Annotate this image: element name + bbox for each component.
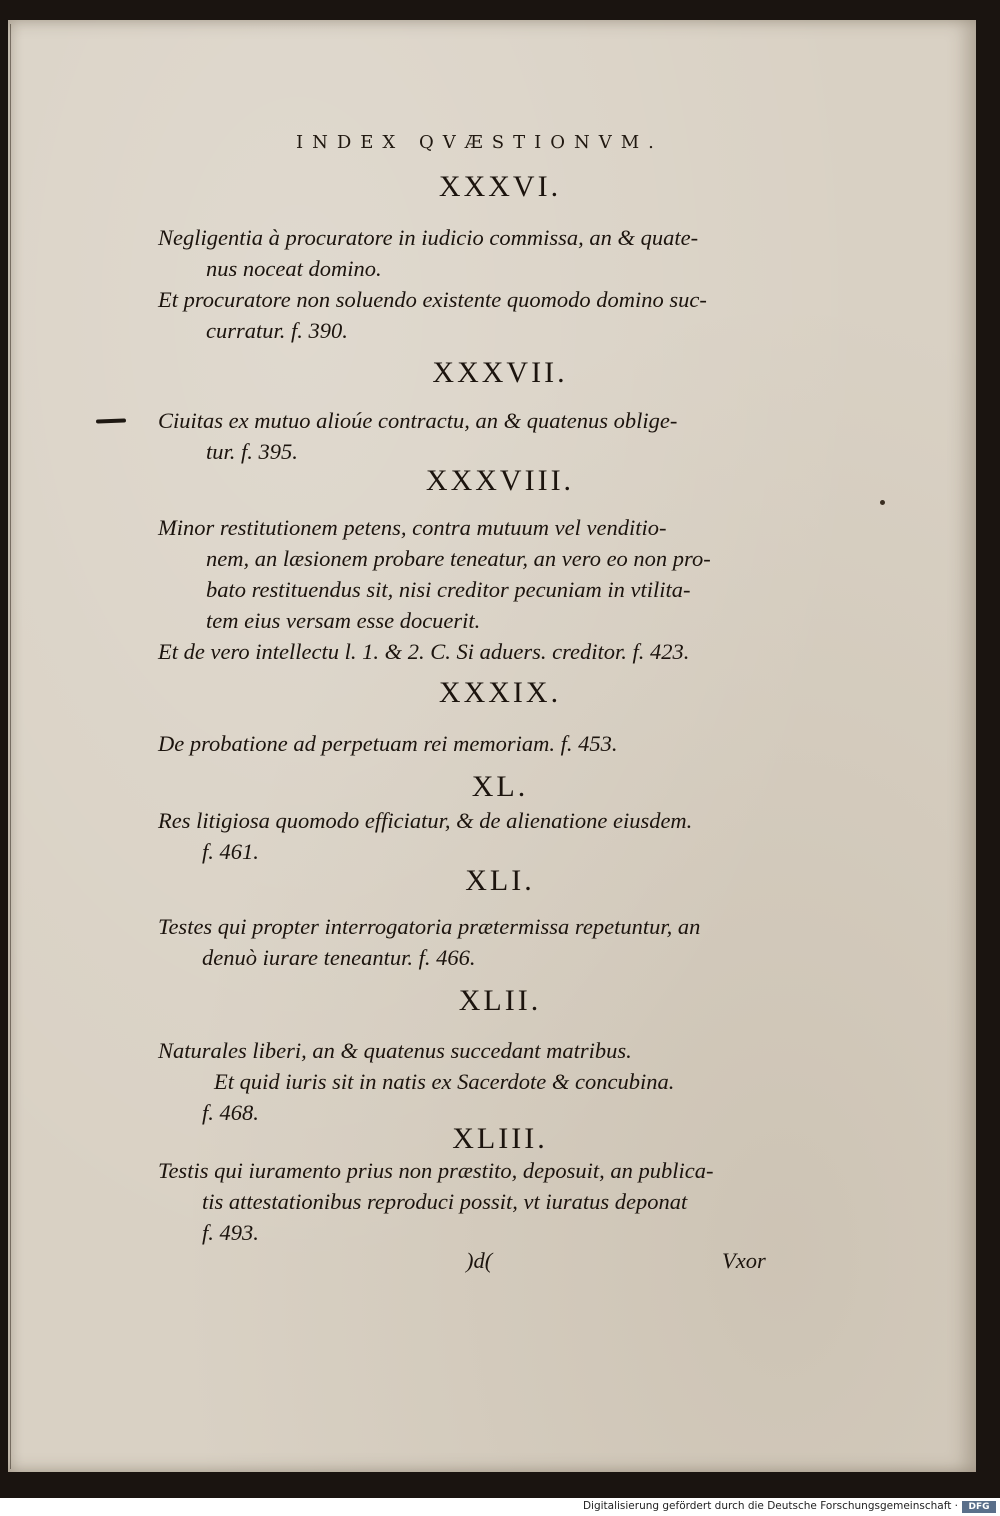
signature-mark: )d(	[466, 1248, 493, 1273]
dfg-logo: DFG	[962, 1501, 996, 1513]
entry-line: nem, an læsionem probare teneatur, an vero eo non pro-	[206, 546, 711, 571]
index-entry	[158, 222, 778, 346]
entry-line: denuò iurare teneantur. f. 466.	[202, 945, 476, 970]
entry-line: f. 461.	[202, 839, 259, 864]
entry-line: De probatione ad perpetuam rei memoriam. f. 453.	[158, 731, 618, 756]
section-numeral: XLI.	[465, 864, 535, 897]
section-numeral: XXXIX.	[438, 676, 562, 709]
entry-line: Et quid iuris sit in natis ex Sacerdote & concubina.	[214, 1069, 675, 1094]
entry-line: Testis qui iuramento prius non præstito, deposuit, an publica-	[158, 1158, 714, 1183]
index-entry	[158, 405, 778, 467]
entry-line: Minor restitutionem petens, contra mutuum vel venditio-	[158, 515, 667, 540]
entry-line: Ciuitas ex mutuo alioúe contractu, an & quatenus oblige-	[158, 408, 678, 433]
index-entry	[158, 1155, 778, 1248]
entry-line: Naturales liberi, an & quatenus succedant matribus.	[158, 1038, 632, 1063]
section-numeral: XXXVI.	[438, 170, 562, 203]
entry-line: tis attestationibus reproduci possit, vt iuratus deponat	[202, 1189, 688, 1214]
entry-line: tem eius versam esse docuerit.	[206, 608, 481, 633]
entry-line: tur. f. 395.	[206, 439, 298, 464]
catchword: Vxor	[722, 1248, 766, 1273]
section-numeral: XLII.	[458, 984, 542, 1017]
entry-line: curratur. f. 390.	[206, 318, 348, 343]
ink-spot	[880, 500, 885, 505]
section-numeral: XXXVII.	[432, 356, 568, 389]
section-numeral: XXXVIII.	[425, 464, 575, 497]
entry-line: nus noceat domino.	[206, 256, 382, 281]
index-entry	[158, 805, 778, 867]
index-entry	[158, 512, 778, 667]
index-entry	[158, 1035, 778, 1128]
entry-line: Et procuratore non soluendo existente quomodo domino suc-	[158, 287, 707, 312]
entry-line: f. 493.	[202, 1220, 259, 1245]
entry-line: bato restituendus sit, nisi creditor pecuniam in vtilita-	[206, 577, 691, 602]
entry-line: Testes qui propter interrogatoria prætermissa repetuntur, an	[158, 914, 701, 939]
entry-line: f. 468.	[202, 1100, 259, 1125]
running-head: INDEX QVÆSTIONVM.	[296, 132, 663, 153]
index-entry	[158, 728, 778, 759]
index-entry	[158, 911, 778, 973]
section-numeral: XLIII.	[452, 1122, 548, 1155]
section-numeral: XL.	[471, 770, 529, 803]
entry-line: Res litigiosa quomodo efficiatur, & de alienatione eiusdem.	[158, 808, 693, 833]
funding-credit: Digitalisierung gefördert durch die Deutsche Forschungsgemeinschaft ·	[582, 1500, 958, 1512]
entry-line: Et de vero intellectu l. 1. & 2. C. Si aduers. creditor. f. 423.	[158, 639, 690, 664]
entry-line: Negligentia à procuratore in iudicio commissa, an & quate-	[158, 225, 699, 250]
page-edge	[10, 24, 11, 1469]
